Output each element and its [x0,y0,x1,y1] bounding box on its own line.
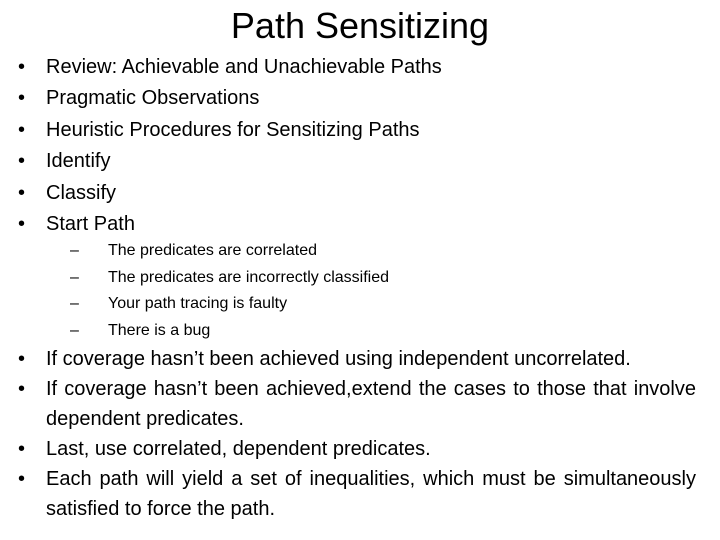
list-item-text: Classify [46,181,117,204]
list-item [18,115,708,146]
sub-list-item [70,238,710,265]
list-item-text: Identify [46,150,111,173]
sub-list-item [70,265,710,292]
list-item-text: Heuristic Procedures for Sensitizing Paths [46,118,420,141]
bullet-icon: • [18,348,26,370]
list-item-text: Review: Achievable and Unachievable Paths [46,56,442,78]
slide-title: Path Sensitizing [230,5,490,46]
sub-list-item-text: The predicates are incorrectly classified [108,268,390,286]
list-item [18,178,708,209]
list-item [18,146,708,177]
sub-list-item-text: Your path tracing is faulty [108,295,288,312]
list-item-text: Pragmatic Observations [46,87,260,110]
list-item [18,209,708,240]
list-item-text: If coverage hasn’t been achieved,extend the cases to those that involve dependent predicates. [46,378,696,430]
sub-list-item [70,291,710,318]
sub-list-item-text: There is a bug [108,321,211,339]
bullet-icon: • [18,213,26,236]
bullet-icon: • [18,468,26,490]
list-item [18,374,696,434]
sub-list-item-text: The predicates are correlated [108,242,317,259]
bullet-icon: • [18,87,26,110]
bullet-icon: • [18,56,26,78]
sub-list-item [70,318,710,345]
dash-icon: – [70,242,79,259]
dash-icon: – [70,295,79,312]
bullet-icon: • [18,378,26,400]
bullet-icon: • [18,181,26,204]
dash-icon: – [70,268,79,286]
main-bullet-list [18,52,708,240]
list-item [18,344,696,374]
list-item [18,83,708,114]
list-item-text: If coverage hasn’t been achieved using independent uncorrelated. [46,348,631,370]
list-item [18,52,708,83]
procedure-bullet-list [18,344,696,524]
dash-icon: – [70,321,79,339]
sub-bullet-list [70,238,710,344]
list-item [18,434,696,464]
list-item-text: Each path will yield a set of inequalities, which must be simultaneously satisfied to force the path. [46,468,696,520]
list-item-text: Start Path [46,213,135,236]
list-item-text: Last, use correlated, dependent predicates. [46,438,431,460]
bullet-icon: • [18,150,26,173]
bullet-icon: • [18,118,26,141]
bullet-icon: • [18,438,26,460]
list-item [18,464,696,524]
